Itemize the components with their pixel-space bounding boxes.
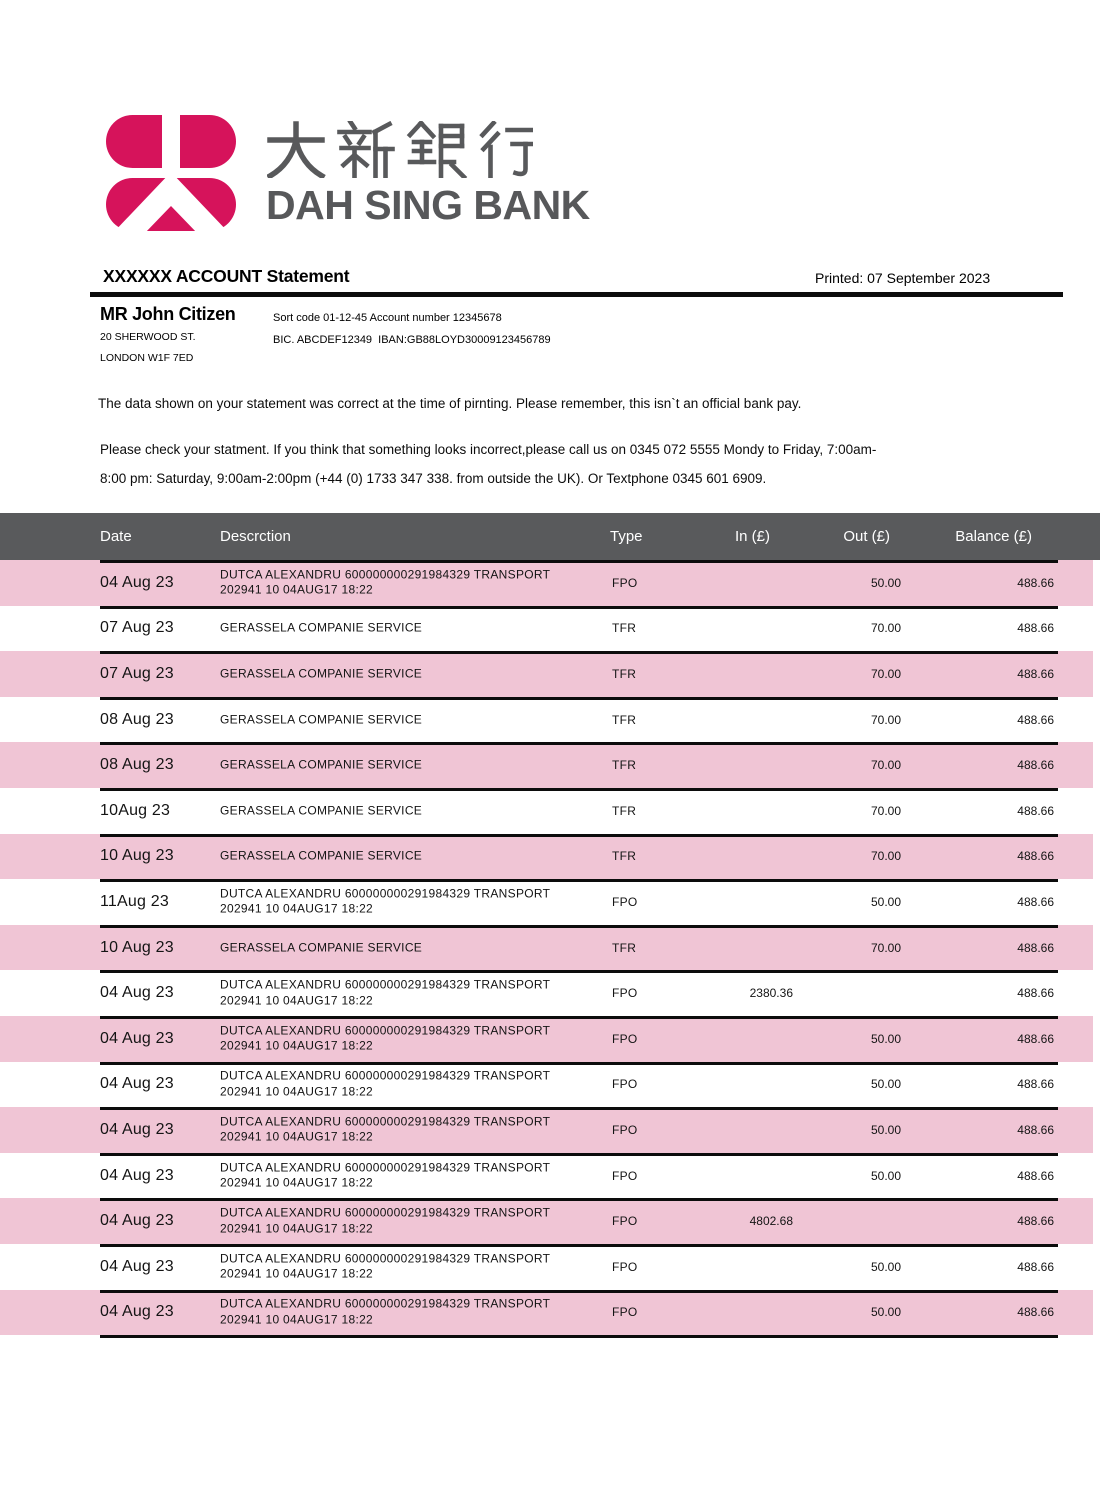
- dah-sing-bank-logo-icon: [104, 112, 238, 234]
- column-header-out: Out (£): [843, 528, 890, 545]
- cell-date: 10 Aug 23: [100, 847, 174, 865]
- cell-description: GERASSELA COMPANIE SERVICE: [220, 848, 423, 863]
- cell-type: FPO: [612, 1259, 638, 1274]
- cell-date: 04 Aug 23: [100, 573, 174, 591]
- table-row: [0, 879, 1093, 925]
- table-row: [0, 970, 1093, 1016]
- cell-date: 08 Aug 23: [100, 710, 174, 728]
- cell-date: 04 Aug 23: [100, 1257, 174, 1275]
- table-row: [0, 1107, 1093, 1153]
- cell-description: GERASSELA COMPANIE SERVICE: [220, 620, 423, 635]
- cell-date: 04 Aug 23: [100, 1120, 174, 1138]
- cell-date: 08 Aug 23: [100, 756, 174, 774]
- table-header: [0, 513, 1100, 560]
- brand-cjk-logotype: [267, 121, 533, 178]
- cell-out: 70.00: [870, 621, 901, 636]
- table-rows: [0, 560, 1100, 1338]
- column-header-balance: Balance (£): [955, 528, 1032, 545]
- cell-type: FPO: [612, 1305, 638, 1320]
- cell-balance: 488.66: [1017, 712, 1054, 727]
- cell-type: FPO: [612, 1031, 638, 1046]
- table-row: [0, 651, 1093, 697]
- cell-type: FPO: [612, 1122, 638, 1137]
- cell-date: 04 Aug 23: [100, 1212, 174, 1230]
- cell-description: DUTCA ALEXANDRU 600000000291984329 TRANSPORT 202941 10 04AUG17 18:22: [220, 1296, 551, 1327]
- cell-date: 10 Aug 23: [100, 938, 174, 956]
- cell-date: 04 Aug 23: [100, 1166, 174, 1184]
- cell-description: DUTCA ALEXANDRU 600000000291984329 TRANSPORT 202941 10 04AUG17 18:22: [220, 1251, 551, 1281]
- cell-out: 50.00: [870, 1077, 901, 1092]
- table-row: [0, 925, 1093, 971]
- cell-balance: 488.66: [1017, 575, 1054, 590]
- cell-description: DUTCA ALEXANDRU 600000000291984329 TRANSPORT 202941 10 04AUG17 18:22: [220, 1023, 551, 1053]
- cell-type: FPO: [612, 1214, 638, 1229]
- table-row: [0, 1153, 1093, 1199]
- cell-balance: 488.66: [1017, 986, 1054, 1001]
- cell-description: DUTCA ALEXANDRU 600000000291984329 TRANSPORT 202941 10 04AUG17 18:22: [220, 1160, 551, 1190]
- cell-out: 70.00: [870, 712, 901, 727]
- cell-type: TFR: [612, 803, 637, 818]
- cell-balance: 488.66: [1017, 849, 1054, 864]
- cell-out: 50.00: [870, 894, 901, 909]
- header-divider: [90, 292, 1063, 297]
- table-row: [0, 697, 1093, 743]
- cell-type: TFR: [612, 940, 637, 955]
- sort-code-account-number: Sort code 01-12-45 Account number 12345678: [273, 312, 502, 324]
- cell-balance: 488.66: [1017, 1122, 1054, 1137]
- cell-date: 07 Aug 23: [100, 619, 174, 637]
- cell-description: GERASSELA COMPANIE SERVICE: [220, 666, 423, 681]
- cell-balance: 488.66: [1017, 803, 1054, 818]
- cell-description: GERASSELA COMPANIE SERVICE: [220, 939, 423, 954]
- table-row: [0, 1198, 1093, 1244]
- cell-description: DUTCA ALEXANDRU 600000000291984329 TRANSPORT 202941 10 04AUG17 18:22: [220, 1114, 551, 1144]
- cell-balance: 488.66: [1017, 758, 1054, 773]
- cell-date: 04 Aug 23: [100, 984, 174, 1002]
- cell-out: 70.00: [870, 940, 901, 955]
- customer-address-line2: LONDON W1F 7ED: [100, 352, 194, 364]
- table-row: [0, 1062, 1093, 1108]
- brand-english-logotype: DAH SING BANK: [266, 182, 590, 228]
- cell-type: FPO: [612, 894, 638, 909]
- cell-description: DUTCA ALEXANDRU 600000000291984329 TRANSPORT 202941 10 04AUG17 18:22: [220, 1068, 551, 1099]
- cell-balance: 488.66: [1017, 940, 1054, 955]
- cell-type: FPO: [612, 986, 638, 1001]
- cell-balance: 488.66: [1017, 1077, 1054, 1092]
- cell-balance: 488.66: [1017, 1168, 1054, 1183]
- cell-in: 4802.68: [749, 1214, 793, 1229]
- notice-paragraph-2-line1: Please check your statment. If you think that something looks incorrect,please call us on 0345 072 5555 Mondy to Friday, 7:00am-: [100, 442, 877, 457]
- customer-address-line1: 20 SHERWOOD ST.: [100, 331, 196, 343]
- notice-paragraph-2: [100, 436, 876, 493]
- cell-description: GERASSELA COMPANIE SERVICE: [220, 711, 423, 726]
- statement-title: XXXXXX ACCOUNT Statement: [103, 266, 350, 286]
- table-bottom-border: [100, 1335, 1058, 1338]
- table-row: [0, 834, 1093, 880]
- cell-balance: 488.66: [1017, 1214, 1054, 1229]
- cell-description: DUTCA ALEXANDRU 600000000291984329 TRANSPORT 202941 10 04AUG17 18:22: [220, 1205, 551, 1236]
- cell-description: DUTCA ALEXANDRU 600000000291984329 TRANSPORT 202941 10 04AUG17 18:22: [220, 977, 551, 1008]
- table-row: [0, 606, 1093, 652]
- table-row: [0, 1016, 1093, 1062]
- cell-date: 04 Aug 23: [100, 1075, 174, 1093]
- brand-cjk-text: [0, 0, 1, 1]
- table-row: [0, 1244, 1093, 1290]
- cell-balance: 488.66: [1017, 1031, 1054, 1046]
- cell-date: 11Aug 23: [100, 892, 169, 910]
- notice-paragraph-1: The data shown on your statement was correct at the time of pirnting. Please remember, this isn`t an official bank pay.: [98, 396, 802, 411]
- cell-type: TFR: [612, 666, 637, 681]
- cell-in: 2380.36: [749, 986, 793, 1001]
- cell-date: 04 Aug 23: [100, 1303, 174, 1321]
- customer-name: MR John Citizen: [100, 304, 236, 324]
- cell-type: FPO: [612, 575, 638, 590]
- cell-date: 04 Aug 23: [100, 1029, 174, 1047]
- cell-description: GERASSELA COMPANIE SERVICE: [220, 803, 423, 818]
- cell-out: 50.00: [870, 1122, 901, 1137]
- cell-type: TFR: [612, 712, 637, 727]
- printed-date: Printed: 07 September 2023: [815, 270, 991, 286]
- cell-description: GERASSELA COMPANIE SERVICE: [220, 757, 423, 772]
- cell-type: TFR: [612, 758, 637, 773]
- cell-date: 10Aug 23: [100, 801, 171, 819]
- cell-type: FPO: [612, 1077, 638, 1092]
- table-row: [0, 1290, 1093, 1336]
- cell-type: FPO: [612, 1168, 638, 1183]
- cell-type: TFR: [612, 621, 637, 636]
- cell-out: 70.00: [870, 758, 901, 773]
- cell-out: 70.00: [870, 803, 901, 818]
- cell-out: 70.00: [870, 666, 901, 681]
- bic-iban: BIC. ABCDEF12349 IBAN:GB88LOYD30009123456789: [273, 334, 551, 346]
- cell-description: DUTCA ALEXANDRU 600000000291984329 TRANSPORT 202941 10 04AUG17 18:22: [220, 886, 551, 916]
- cell-out: 50.00: [870, 575, 901, 590]
- column-header-date: Date: [100, 528, 132, 545]
- column-header-description: Descrction: [220, 528, 291, 545]
- cell-balance: 488.66: [1017, 621, 1054, 636]
- cell-type: TFR: [612, 849, 637, 864]
- cell-date: 07 Aug 23: [100, 664, 174, 682]
- cell-balance: 488.66: [1017, 894, 1054, 909]
- cell-out: 50.00: [870, 1168, 901, 1183]
- cell-out: 70.00: [870, 849, 901, 864]
- cell-description: DUTCA ALEXANDRU 600000000291984329 TRANSPORT 202941 10 04AUG17 18:22: [220, 567, 551, 597]
- cell-balance: 488.66: [1017, 666, 1054, 681]
- column-header-type: Type: [610, 528, 643, 545]
- cell-balance: 488.66: [1017, 1305, 1054, 1320]
- cell-out: 50.00: [870, 1031, 901, 1046]
- table-row: [0, 560, 1093, 606]
- table-row: [0, 788, 1093, 834]
- cell-out: 50.00: [870, 1259, 901, 1274]
- cell-balance: 488.66: [1017, 1259, 1054, 1274]
- cell-out: 50.00: [870, 1305, 901, 1320]
- column-header-in: In (£): [734, 528, 770, 545]
- table-row: [0, 742, 1093, 788]
- notice-paragraph-2-line2: 8:00 pm: Saturday, 9:00am-2:00pm (+44 (0) 1733 347 338. from outside the UK). Or Textphone 0345 601 6909.: [100, 470, 767, 486]
